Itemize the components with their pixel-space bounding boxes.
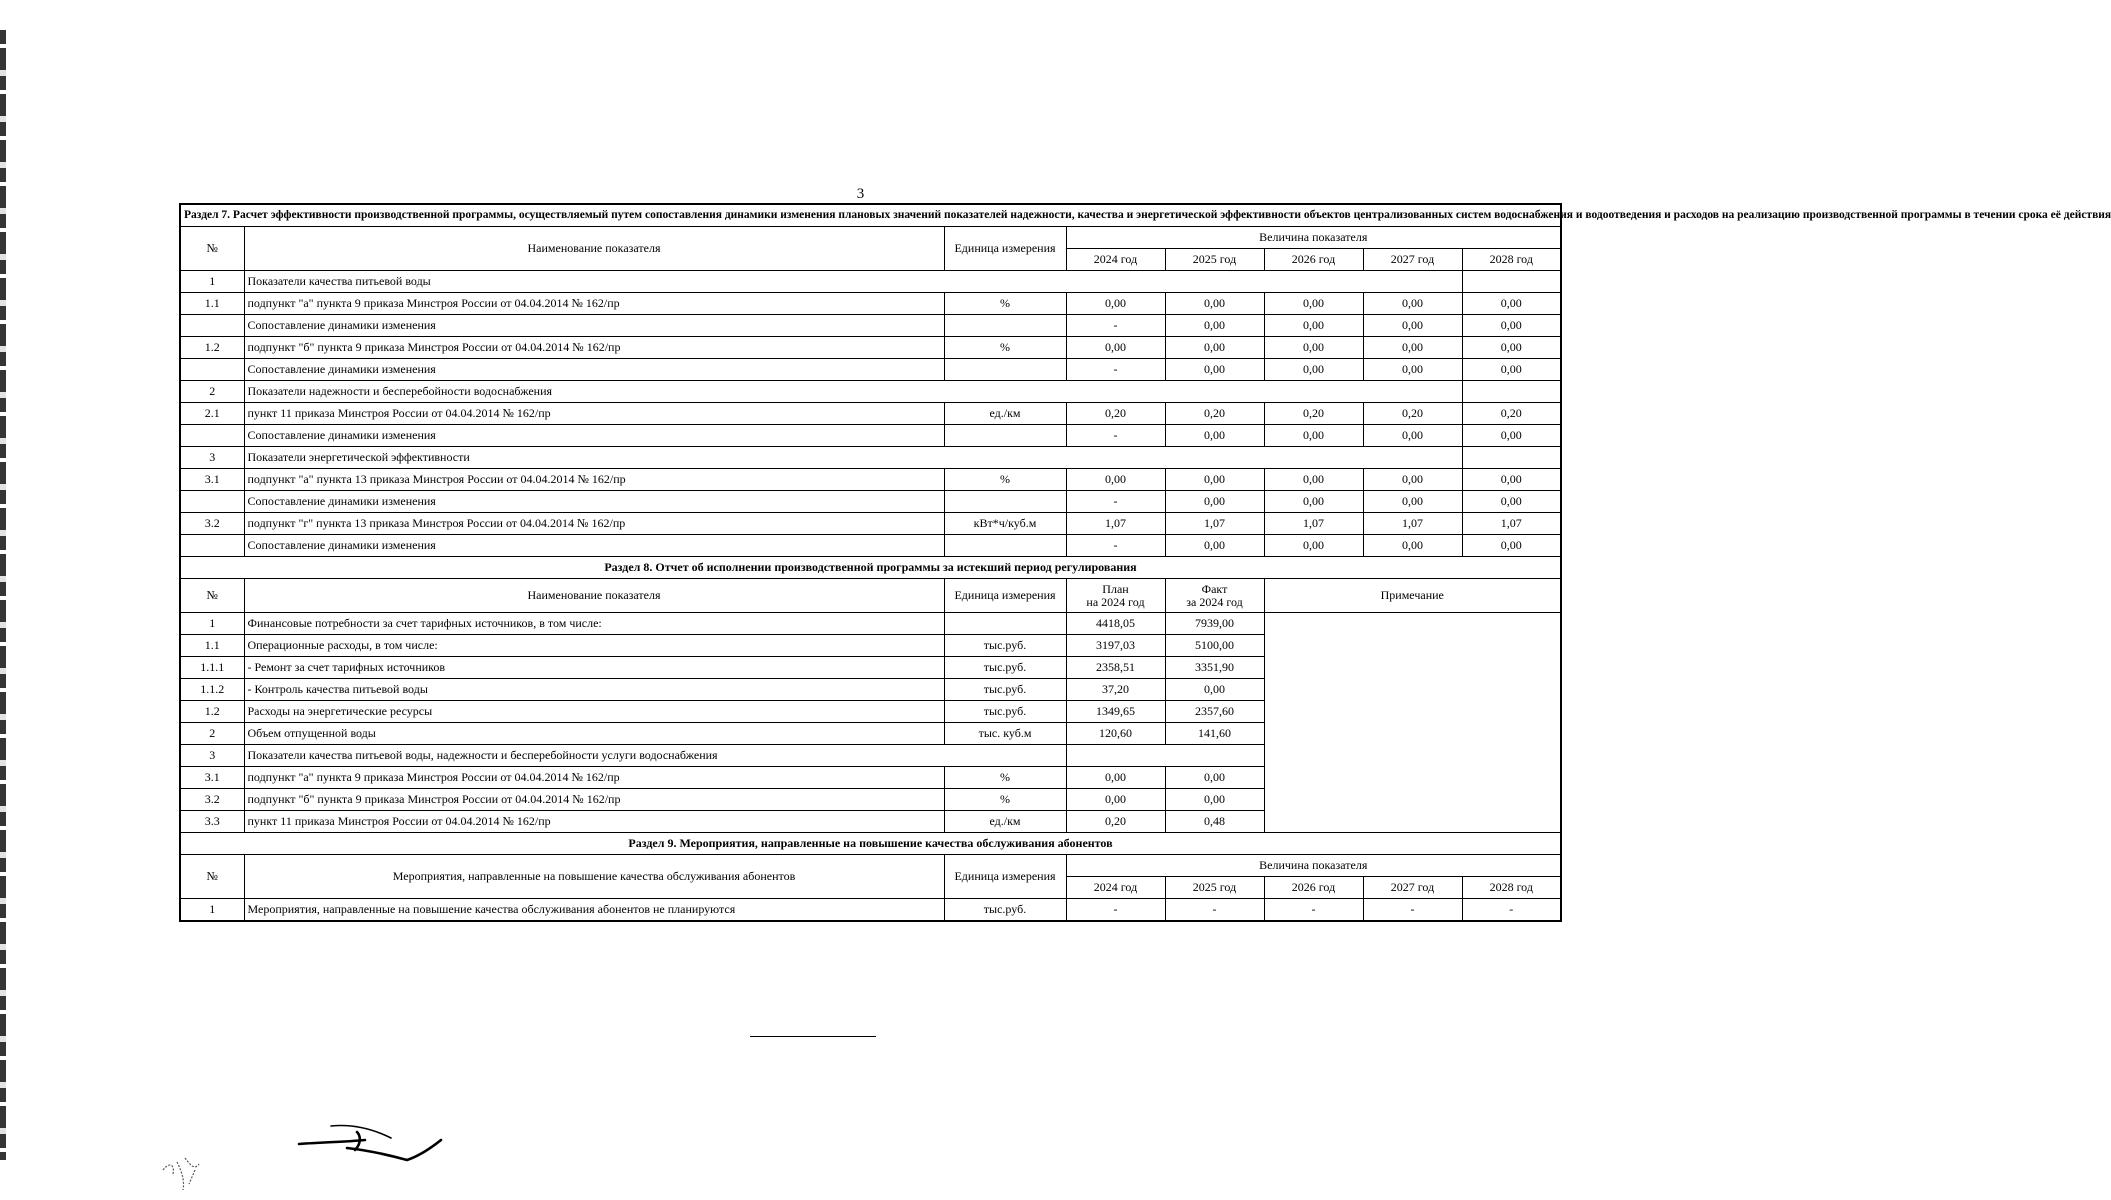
- row-plan-2024: 37,20: [1066, 679, 1165, 701]
- row-group-name: Показатели энергетической эффективности: [244, 447, 1462, 469]
- row-value-2028: 0,00: [1462, 359, 1561, 381]
- row-number: 3: [180, 745, 244, 767]
- section7-col-value: Величина показателя: [1066, 227, 1561, 249]
- section8-col-fact-line1: Факт: [1201, 581, 1228, 596]
- row-indicator-name: Сопоставление динамики изменения: [244, 535, 944, 557]
- row-value-2024: 0,00: [1066, 469, 1165, 491]
- row-fact-2024: 5100,00: [1165, 635, 1264, 657]
- row-value-2026: 0,00: [1264, 469, 1363, 491]
- row-unit: тыс. куб.м: [944, 723, 1066, 745]
- section7-title: Раздел 7. Расчет эффективности производственной программы, осуществляемый путем сопоставления динамики изменения плановых значений показателей надежности, качества и энергетической эффективности объектов централизованных систем водоснабжения и водоотведения и расходов на реализацию производственной программы в течении срока её действия: [180, 204, 1561, 227]
- row-indicator-name: Сопоставление динамики изменения: [244, 315, 944, 337]
- section7-row: [180, 469, 1561, 491]
- row-indicator-name: пункт 11 приказа Минстроя России от 04.04.2014 № 162/пр: [244, 811, 944, 833]
- row-plan-2024: 0,00: [1066, 767, 1165, 789]
- section7-row: [180, 337, 1561, 359]
- row-value-2028: 0,00: [1462, 535, 1561, 557]
- row-number: 3.2: [180, 513, 244, 535]
- section7-row: [180, 425, 1561, 447]
- row-indicator-name: Сопоставление динамики изменения: [244, 491, 944, 513]
- row-unit: %: [944, 469, 1066, 491]
- section8-title: Раздел 8. Отчет об исполнении производственной программы за истекший период регулирования: [180, 557, 1561, 579]
- row-indicator-name: Объем отпущенной воды: [244, 723, 944, 745]
- row-number: 2: [180, 723, 244, 745]
- row-plan-2024: 0,00: [1066, 789, 1165, 811]
- main-table: [179, 203, 2111, 922]
- section7-year-2025: 2025 год: [1165, 249, 1264, 271]
- row-group-name: Показатели качества питьевой воды: [244, 271, 1462, 293]
- row-fact-2024: 0,48: [1165, 811, 1264, 833]
- row-number: [180, 425, 244, 447]
- row-value-2024: 0,00: [1066, 293, 1165, 315]
- section8-row: [180, 613, 1561, 635]
- row-fact-2024: 2357,60: [1165, 701, 1264, 723]
- row-unit: %: [944, 293, 1066, 315]
- row-unit: [944, 613, 1066, 635]
- section7-row: [180, 447, 1561, 469]
- row-value-2027: 0,00: [1363, 337, 1462, 359]
- section7-year-2028: 2028 год: [1462, 249, 1561, 271]
- row-value-2025: 0,00: [1165, 359, 1264, 381]
- section9-row: [180, 899, 1561, 922]
- section7-row: [180, 381, 1561, 403]
- row-value-2024: -: [1066, 899, 1165, 922]
- row-indicator-name: Финансовые потребности за счет тарифных источников, в том числе:: [244, 613, 944, 635]
- row-value-2024: 0,20: [1066, 403, 1165, 425]
- row-number: 2: [180, 381, 244, 403]
- row-number: 3.2: [180, 789, 244, 811]
- row-value-2024: -: [1066, 491, 1165, 513]
- section7-year-2027: 2027 год: [1363, 249, 1462, 271]
- row-plan-2024: 0,20: [1066, 811, 1165, 833]
- row-plan-2024: 2358,51: [1066, 657, 1165, 679]
- row-unit: тыс.руб.: [944, 657, 1066, 679]
- row-number: 1: [180, 899, 244, 922]
- row-number: [180, 315, 244, 337]
- row-fact-2024: 141,60: [1165, 723, 1264, 745]
- row-value-2024: -: [1066, 425, 1165, 447]
- footer-divider: [750, 1036, 876, 1037]
- section8-col-no: №: [180, 579, 244, 613]
- row-value-2026: 0,00: [1264, 315, 1363, 337]
- section7-row: [180, 271, 1561, 293]
- row-value-2027: 0,00: [1363, 469, 1462, 491]
- row-indicator-name: Сопоставление динамики изменения: [244, 359, 944, 381]
- row-indicator-name: пункт 11 приказа Минстроя России от 04.04.2014 № 162/пр: [244, 403, 944, 425]
- row-value-2026: -: [1264, 899, 1363, 922]
- row-value-2025: 0,00: [1165, 425, 1264, 447]
- row-fact-2024: 7939,00: [1165, 613, 1264, 635]
- row-number: 1.2: [180, 337, 244, 359]
- row-value-2027: 0,00: [1363, 293, 1462, 315]
- row-value-2027: 1,07: [1363, 513, 1462, 535]
- section7-row: [180, 293, 1561, 315]
- row-empty-cell: [1462, 447, 1561, 469]
- row-group-name: Показатели надежности и бесперебойности водоснабжения: [244, 381, 1462, 403]
- section9-title: Раздел 9. Мероприятия, направленные на повышение качества обслуживания абонентов: [180, 833, 1561, 855]
- section9-col-name: Мероприятия, направленные на повышение качества обслуживания абонентов: [244, 855, 944, 899]
- section8-col-note: Примечание: [1264, 579, 1561, 613]
- row-number: 1: [180, 613, 244, 635]
- section7-col-unit: Единица измерения: [944, 227, 1066, 271]
- row-indicator-name: - Ремонт за счет тарифных источников: [244, 657, 944, 679]
- row-value-2024: 0,00: [1066, 337, 1165, 359]
- page-number: 3: [856, 186, 865, 202]
- section9-year-2025: 2025 год: [1165, 877, 1264, 899]
- row-unit: тыс.руб.: [944, 899, 1066, 922]
- row-plan-2024: 120,60: [1066, 723, 1165, 745]
- section8-col-unit: Единица измерения: [944, 579, 1066, 613]
- section8-col-plan-line2: на 2024 год: [1086, 594, 1145, 609]
- row-fact-2024: 0,00: [1165, 679, 1264, 701]
- section7-rows: [180, 271, 1561, 557]
- section9-year-2024: 2024 год: [1066, 877, 1165, 899]
- handwritten-initials: [155, 1140, 225, 1195]
- row-number: 3.1: [180, 469, 244, 491]
- row-unit: ед./км: [944, 403, 1066, 425]
- section8-col-plan-line1: План: [1102, 581, 1129, 596]
- row-value-2028: 0,00: [1462, 337, 1561, 359]
- section8-col-name: Наименование показателя: [244, 579, 944, 613]
- row-value-2026: 1,07: [1264, 513, 1363, 535]
- row-value-2027: 0,00: [1363, 425, 1462, 447]
- row-value-2025: 1,07: [1165, 513, 1264, 535]
- row-value-2026: 0,00: [1264, 359, 1363, 381]
- row-indicator-name: подпункт "а" пункта 9 приказа Минстроя России от 04.04.2014 № 162/пр: [244, 767, 944, 789]
- row-value-2024: 1,07: [1066, 513, 1165, 535]
- row-value-2025: 0,00: [1165, 293, 1264, 315]
- row-value-2025: 0,00: [1165, 337, 1264, 359]
- row-indicator-name: Расходы на энергетические ресурсы: [244, 701, 944, 723]
- row-value-2027: 0,00: [1363, 491, 1462, 513]
- section7-row: [180, 535, 1561, 557]
- section7-col-name: Наименование показателя: [244, 227, 944, 271]
- row-indicator-name: подпункт "б" пункта 9 приказа Минстроя России от 04.04.2014 № 162/пр: [244, 789, 944, 811]
- row-number: 1.1.2: [180, 679, 244, 701]
- row-value-2026: 0,00: [1264, 425, 1363, 447]
- row-number: [180, 535, 244, 557]
- row-number: [180, 491, 244, 513]
- row-indicator-name: подпункт "а" пункта 9 приказа Минстроя России от 04.04.2014 № 162/пр: [244, 293, 944, 315]
- section9-year-2028: 2028 год: [1462, 877, 1561, 899]
- section9-rows: [180, 899, 1561, 922]
- row-number: 3: [180, 447, 244, 469]
- section7-row: [180, 491, 1561, 513]
- handwritten-signature: [295, 1118, 445, 1173]
- row-number: 1.1: [180, 293, 244, 315]
- row-unit: тыс.руб.: [944, 679, 1066, 701]
- row-indicator-name: Операционные расходы, в том числе:: [244, 635, 944, 657]
- row-indicator-name: подпункт "а" пункта 13 приказа Минстроя России от 04.04.2014 № 162/пр: [244, 469, 944, 491]
- row-value-2027: 0,00: [1363, 359, 1462, 381]
- section7-year-2024: 2024 год: [1066, 249, 1165, 271]
- row-empty-cell: [1462, 381, 1561, 403]
- row-measure-name: Мероприятия, направленные на повышение качества обслуживания абонентов не планируются: [244, 899, 944, 922]
- row-unit: тыс.руб.: [944, 701, 1066, 723]
- row-unit: %: [944, 337, 1066, 359]
- section9-year-2026: 2026 год: [1264, 877, 1363, 899]
- section8-note-cell: [1264, 613, 1561, 833]
- section7-row: [180, 315, 1561, 337]
- section7-year-2026: 2026 год: [1264, 249, 1363, 271]
- row-value-2025: -: [1165, 899, 1264, 922]
- row-unit: ед./км: [944, 811, 1066, 833]
- row-value-2024: -: [1066, 359, 1165, 381]
- row-number: 1.2: [180, 701, 244, 723]
- row-value-2024: -: [1066, 535, 1165, 557]
- row-unit: [944, 359, 1066, 381]
- section8-col-fact: [1165, 579, 1264, 613]
- row-value-2028: 0,00: [1462, 425, 1561, 447]
- section8-col-plan: [1066, 579, 1165, 613]
- row-number: 2.1: [180, 403, 244, 425]
- section7-row: [180, 513, 1561, 535]
- row-indicator-name: - Контроль качества питьевой воды: [244, 679, 944, 701]
- row-number: 1.1: [180, 635, 244, 657]
- row-value-2027: 0,00: [1363, 315, 1462, 337]
- row-empty-cell: [1462, 271, 1561, 293]
- row-fact-2024: 3351,90: [1165, 657, 1264, 679]
- section8-col-fact-line2: за 2024 год: [1186, 594, 1243, 609]
- row-value-2027: 0,00: [1363, 535, 1462, 557]
- row-value-2025: 0,00: [1165, 491, 1264, 513]
- row-value-2024: -: [1066, 315, 1165, 337]
- row-plan-2024: 1349,65: [1066, 701, 1165, 723]
- row-fact-2024: 0,00: [1165, 767, 1264, 789]
- row-value-2028: 1,07: [1462, 513, 1561, 535]
- row-indicator-name: подпункт "б" пункта 9 приказа Минстроя России от 04.04.2014 № 162/пр: [244, 337, 944, 359]
- section7-row: [180, 359, 1561, 381]
- row-plan-2024: 3197,03: [1066, 635, 1165, 657]
- row-value-2025: 0,00: [1165, 469, 1264, 491]
- row-indicator-name: подпункт "г" пункта 13 приказа Минстроя России от 04.04.2014 № 162/пр: [244, 513, 944, 535]
- row-unit: [944, 425, 1066, 447]
- row-number: [180, 359, 244, 381]
- row-value-2025: 0,00: [1165, 315, 1264, 337]
- row-unit: [944, 535, 1066, 557]
- row-value-2026: 0,20: [1264, 403, 1363, 425]
- row-indicator-name: Сопоставление динамики изменения: [244, 425, 944, 447]
- row-unit: тыс.руб.: [944, 635, 1066, 657]
- row-value-2026: 0,00: [1264, 293, 1363, 315]
- row-value-2026: 0,00: [1264, 491, 1363, 513]
- row-number: 3.1: [180, 767, 244, 789]
- row-number: 3.3: [180, 811, 244, 833]
- row-unit: [944, 315, 1066, 337]
- row-value-2026: 0,00: [1264, 337, 1363, 359]
- row-number: 1: [180, 271, 244, 293]
- section9-col-no: №: [180, 855, 244, 899]
- row-value-2025: 0,00: [1165, 535, 1264, 557]
- row-group-name: Показатели качества питьевой воды, надежности и бесперебойности услуги водоснабжения: [244, 745, 1066, 767]
- row-unit: [944, 491, 1066, 513]
- section9-col-value: Величина показателя: [1066, 855, 1561, 877]
- row-value-2028: 0,00: [1462, 491, 1561, 513]
- section7-col-no: №: [180, 227, 244, 271]
- row-plan-2024: 4418,05: [1066, 613, 1165, 635]
- row-value-2026: 0,00: [1264, 535, 1363, 557]
- row-unit: %: [944, 767, 1066, 789]
- row-unit: %: [944, 789, 1066, 811]
- row-value-2028: 0,20: [1462, 403, 1561, 425]
- row-value-2028: -: [1462, 899, 1561, 922]
- section9-year-2027: 2027 год: [1363, 877, 1462, 899]
- section7-row: [180, 403, 1561, 425]
- row-value-2028: 0,00: [1462, 315, 1561, 337]
- row-number: 1.1.1: [180, 657, 244, 679]
- section9-col-unit: Единица измерения: [944, 855, 1066, 899]
- section8-rows: [180, 613, 1561, 833]
- row-value-2028: 0,00: [1462, 469, 1561, 491]
- row-unit: кВт*ч/куб.м: [944, 513, 1066, 535]
- row-value-2028: 0,00: [1462, 293, 1561, 315]
- row-fact-2024: 0,00: [1165, 789, 1264, 811]
- row-value-2025: 0,20: [1165, 403, 1264, 425]
- row-value-2027: -: [1363, 899, 1462, 922]
- row-value-2027: 0,20: [1363, 403, 1462, 425]
- row-empty-cell: [1066, 745, 1264, 767]
